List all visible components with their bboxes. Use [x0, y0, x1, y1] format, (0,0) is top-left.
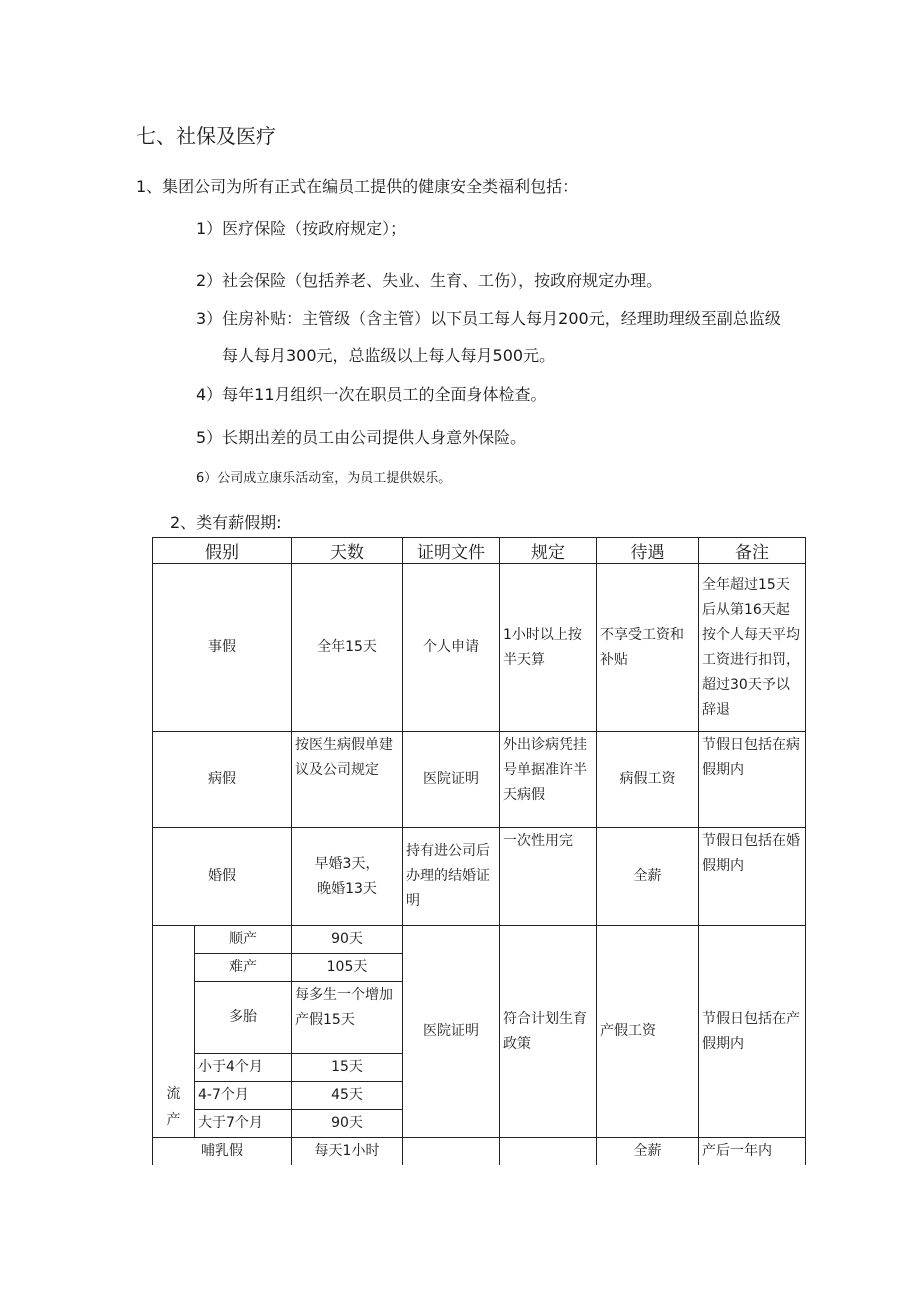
maternity-sub-type: 小于4个月	[195, 1054, 292, 1082]
maternity-sub-type: 4-7个月	[195, 1082, 292, 1110]
benefit-checkup: 4）每年11月组织一次在职员工的全面身体检查。	[196, 385, 547, 404]
personal-leave-type: 事假	[153, 564, 292, 732]
marriage-days-early: 早婚3天，	[314, 855, 380, 872]
maternity-pay: 产假工资	[597, 926, 699, 1138]
item1-heading: 1、集团公司为所有正式在编员工提供的健康安全类福利包括：	[136, 177, 579, 196]
nursing-leave-pay: 全薪	[597, 1138, 699, 1166]
nursing-leave-rule	[500, 1138, 597, 1166]
benefit-social: 2）社会保险（包括养老、失业、生育、工伤），按政府规定办理。	[196, 271, 663, 290]
sick-leave-pay: 病假工资	[597, 732, 699, 828]
maternity-days: 45天	[292, 1082, 403, 1110]
header-days: 天数	[292, 538, 403, 564]
marriage-leave-type: 婚假	[153, 828, 292, 926]
benefit-housing-cont: 每人每月300元，总监级以上每人每月500元。	[222, 346, 556, 365]
maternity-days: 90天	[292, 1110, 403, 1138]
maternity-sub-type: 顺产	[195, 926, 292, 954]
personal-leave-days: 全年15天	[292, 564, 403, 732]
table-header-row	[153, 538, 806, 564]
benefit-housing: 3）住房补贴：主管级（含主管）以下员工每人每月200元，经理助理级至副总监级	[196, 309, 781, 328]
maternity-sub-type: 难产	[195, 954, 292, 982]
sick-leave-note: 节假日包括在病假期内	[699, 732, 806, 828]
benefit-medical: 1）医疗保险（按政府规定）；	[196, 219, 407, 238]
maternity-rule: 符合计划生育政策	[500, 926, 597, 1138]
marriage-leave-pay: 全薪	[597, 828, 699, 926]
maternity-group-label	[153, 926, 195, 1138]
header-pay: 待遇	[597, 538, 699, 564]
nursing-leave-note: 产后一年内	[699, 1138, 806, 1166]
marriage-leave-doc: 持有进公司后办理的结婚证明	[403, 828, 500, 926]
marriage-days-late: 晚婚13天	[317, 880, 377, 897]
maternity-days: 105天	[292, 954, 403, 982]
benefit-insurance: 5）长期出差的员工由公司提供人身意外保险。	[196, 428, 527, 447]
abortion-label-2: 产	[166, 1112, 181, 1128]
table-row	[153, 828, 806, 926]
item2-heading: 2、类有薪假期:	[170, 513, 282, 532]
sick-leave-days: 按医生病假单建议及公司规定	[292, 732, 403, 828]
benefit-recreation: 6）公司成立康乐活动室，为员工提供娱乐。	[196, 471, 452, 486]
maternity-days: 90天	[292, 926, 403, 954]
marriage-leave-days	[292, 828, 403, 926]
marriage-leave-note: 节假日包括在婚假期内	[699, 828, 806, 926]
personal-leave-doc: 个人申请	[403, 564, 500, 732]
table-row	[153, 926, 806, 954]
personal-leave-rule: 1小时以上按半天算	[500, 564, 597, 732]
nursing-leave-doc	[403, 1138, 500, 1166]
table-row	[153, 1138, 806, 1166]
leave-table	[152, 537, 806, 1165]
maternity-days: 每多生一个增加产假15天	[292, 982, 403, 1054]
header-rule: 规定	[500, 538, 597, 564]
maternity-sub-type: 大于7个月	[195, 1110, 292, 1138]
header-type: 假别	[153, 538, 292, 564]
nursing-leave-type: 哺乳假	[153, 1138, 292, 1166]
header-note: 备注	[699, 538, 806, 564]
table-row	[153, 732, 806, 828]
header-doc: 证明文件	[403, 538, 500, 564]
maternity-doc: 医院证明	[403, 926, 500, 1138]
table-row	[153, 564, 806, 732]
sick-leave-type: 病假	[153, 732, 292, 828]
personal-leave-pay: 不享受工资和补贴	[597, 564, 699, 732]
maternity-sub-type: 多胎	[195, 982, 292, 1054]
nursing-leave-days: 每天1小时	[292, 1138, 403, 1166]
sick-leave-doc: 医院证明	[403, 732, 500, 828]
section-title: 七、社保及医疗	[136, 124, 276, 148]
sick-leave-rule: 外出诊病凭挂号单据准许半天病假	[500, 732, 597, 828]
maternity-note: 节假日包括在产假期内	[699, 926, 806, 1138]
marriage-leave-rule: 一次性用完	[500, 828, 597, 926]
maternity-days: 15天	[292, 1054, 403, 1082]
personal-leave-note: 全年超过15天后从第16天起按个人每天平均工资进行扣罚，超过30天予以辞退	[699, 564, 806, 732]
abortion-label-1: 流	[166, 1086, 181, 1102]
